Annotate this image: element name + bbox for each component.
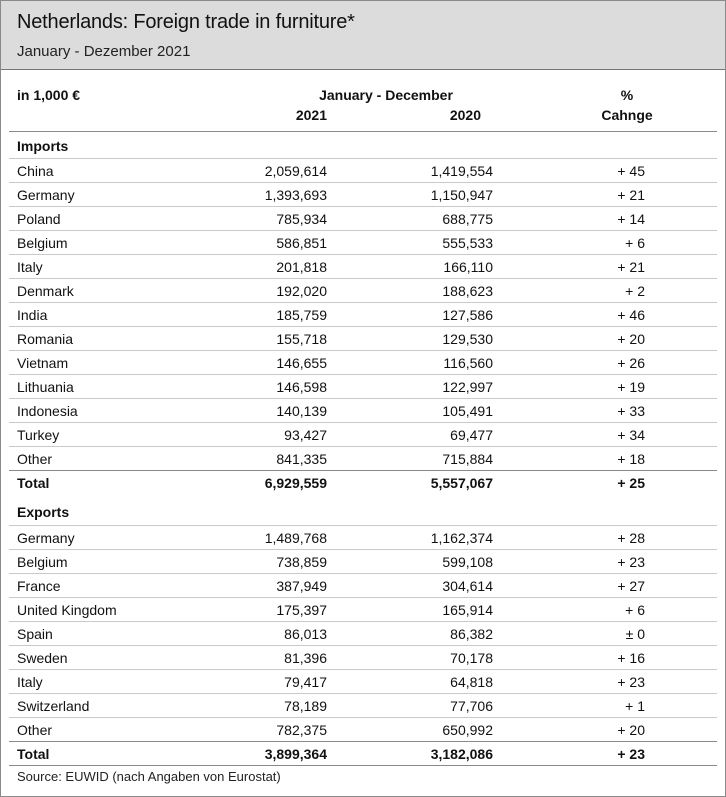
change-cell: + 16 [617,650,645,666]
page-title: Netherlands: Foreign trade in furniture* [17,11,355,33]
value-2021-cell: 1,489,768 [264,530,327,546]
imports-section-label: Imports [17,138,69,154]
value-2020-cell: 3,182,086 [430,746,493,762]
exports-total-row [9,741,717,765]
table-row [9,422,717,446]
page-subtitle: January - Dezember 2021 [17,43,191,60]
country-cell: Switzerland [17,698,90,714]
change-cell: ± 0 [625,626,645,642]
value-2021-cell: 841,335 [276,451,327,467]
table-row [9,254,717,278]
value-2021-cell: 6,929,559 [264,475,327,491]
value-2021-cell: 782,375 [276,722,327,738]
table-header [1,1,725,70]
country-cell: Belgium [17,235,68,251]
value-2021-cell: 78,189 [284,698,327,714]
value-2021-cell: 81,396 [284,650,327,666]
value-2020-cell: 1,150,947 [430,187,493,203]
table-row [9,669,717,693]
table-row [9,230,717,254]
value-2020-cell: 555,533 [442,235,493,251]
country-cell: Germany [17,530,75,546]
value-2020-cell: 715,884 [442,451,493,467]
table-row [9,717,717,741]
table-row [9,374,717,398]
change-cell: + 6 [625,602,645,618]
table-row [9,206,717,230]
change-cell: + 1 [625,698,645,714]
period-header: January - December [319,87,453,103]
table-row [9,398,717,422]
value-2021-cell: 86,013 [284,626,327,642]
change-cell: + 23 [617,554,645,570]
value-2020-cell: 70,178 [450,650,493,666]
value-2021-cell: 79,417 [284,674,327,690]
country-cell: Total [17,475,50,491]
change-cell: + 34 [617,427,645,443]
value-2020-cell: 5,557,067 [430,475,493,491]
table-row [9,326,717,350]
value-2020-cell: 166,110 [443,259,493,275]
value-2021-cell: 175,397 [276,602,327,618]
country-cell: France [17,578,61,594]
unit-label: in 1,000 € [17,87,81,103]
country-cell: Denmark [17,283,74,299]
country-cell: Romania [17,331,74,347]
value-2021-cell: 1,393,693 [264,187,327,203]
country-cell: Total [17,746,50,762]
table-row [9,525,717,549]
country-cell: Sweden [17,650,68,666]
value-2021-cell: 146,598 [276,379,327,395]
change-cell: + 23 [617,674,645,690]
change-cell: + 20 [617,331,645,347]
value-2021-cell: 586,851 [276,235,327,251]
country-cell: Germany [17,187,75,203]
value-2020-cell: 116,560 [443,355,493,371]
change-cell: + 46 [617,307,645,323]
table-row [9,573,717,597]
value-2021-cell: 192,020 [276,283,327,299]
value-2020-cell: 129,530 [442,331,493,347]
value-2020-cell: 86,382 [450,626,493,642]
footer-divider [9,765,717,766]
value-2020-cell: 599,108 [442,554,493,570]
change-cell: + 28 [617,530,645,546]
change-cell: + 26 [617,355,645,371]
table-row [9,446,717,470]
table-row [9,182,717,206]
value-2020-cell: 188,623 [442,283,493,299]
value-2020-cell: 122,997 [442,379,493,395]
value-2020-cell: 304,614 [442,578,493,594]
imports-total-row [9,470,717,494]
country-cell: India [17,307,48,323]
change-cell: + 33 [617,403,645,419]
exports-section-label: Exports [17,504,70,520]
value-2021-cell: 185,759 [276,307,327,323]
value-2020-cell: 64,818 [450,674,493,690]
change-cell: + 21 [617,187,645,203]
country-cell: Indonesia [17,403,78,419]
year-2020-header: 2020 [449,107,481,123]
country-cell: Spain [17,626,53,642]
change-cell: + 2 [625,283,645,299]
value-2021-cell: 155,718 [276,331,327,347]
change-cell: + 25 [617,475,645,491]
header-divider [9,131,717,132]
country-cell: Vietnam [17,355,69,371]
change-cell: + 20 [617,722,645,738]
country-cell: Lithuania [17,379,74,395]
table-row [9,350,717,374]
table-row [9,158,717,182]
change-cell: + 45 [617,163,645,179]
table-row [9,621,717,645]
percent-header: % [620,87,634,103]
table-row [9,302,717,326]
table-row [9,278,717,302]
table-row [9,597,717,621]
country-cell: Italy [17,674,43,690]
value-2021-cell: 201,818 [276,259,327,275]
value-2021-cell: 146,655 [276,355,327,371]
value-2020-cell: 69,477 [450,427,493,443]
change-cell: + 27 [617,578,645,594]
value-2020-cell: 105,491 [442,403,493,419]
change-cell: + 14 [617,211,645,227]
value-2021-cell: 387,949 [276,578,327,594]
year-2021-header: 2021 [295,107,327,123]
source-note: Source: EUWID (nach Angaben von Eurostat) [17,769,281,784]
value-2020-cell: 77,706 [450,698,493,714]
value-2021-cell: 2,059,614 [264,163,327,179]
value-2021-cell: 785,934 [276,211,327,227]
value-2020-cell: 1,162,374 [430,530,493,546]
change-cell: + 21 [617,259,645,275]
value-2020-cell: 650,992 [442,722,493,738]
value-2020-cell: 127,586 [442,307,493,323]
table-row [9,549,717,573]
value-2021-cell: 93,427 [284,427,327,443]
country-cell: United Kingdom [17,602,117,618]
value-2021-cell: 738,859 [276,554,327,570]
country-cell: Other [17,451,53,467]
country-cell: Poland [17,211,61,227]
value-2021-cell: 140,139 [276,403,327,419]
value-2020-cell: 165,914 [442,602,493,618]
change-cell: + 19 [617,379,645,395]
change-cell: + 6 [625,235,645,251]
country-cell: Belgium [17,554,68,570]
country-cell: Turkey [17,427,60,443]
table-row [9,645,717,669]
country-cell: Italy [17,259,43,275]
value-2021-cell: 3,899,364 [264,746,327,762]
table-row [9,693,717,717]
value-2020-cell: 1,419,554 [430,163,493,179]
change-cell: + 18 [617,451,645,467]
value-2020-cell: 688,775 [442,211,493,227]
change-cell: + 23 [617,746,645,762]
country-cell: Other [17,722,53,738]
country-cell: China [17,163,54,179]
change-header: Cahnge [601,107,653,123]
